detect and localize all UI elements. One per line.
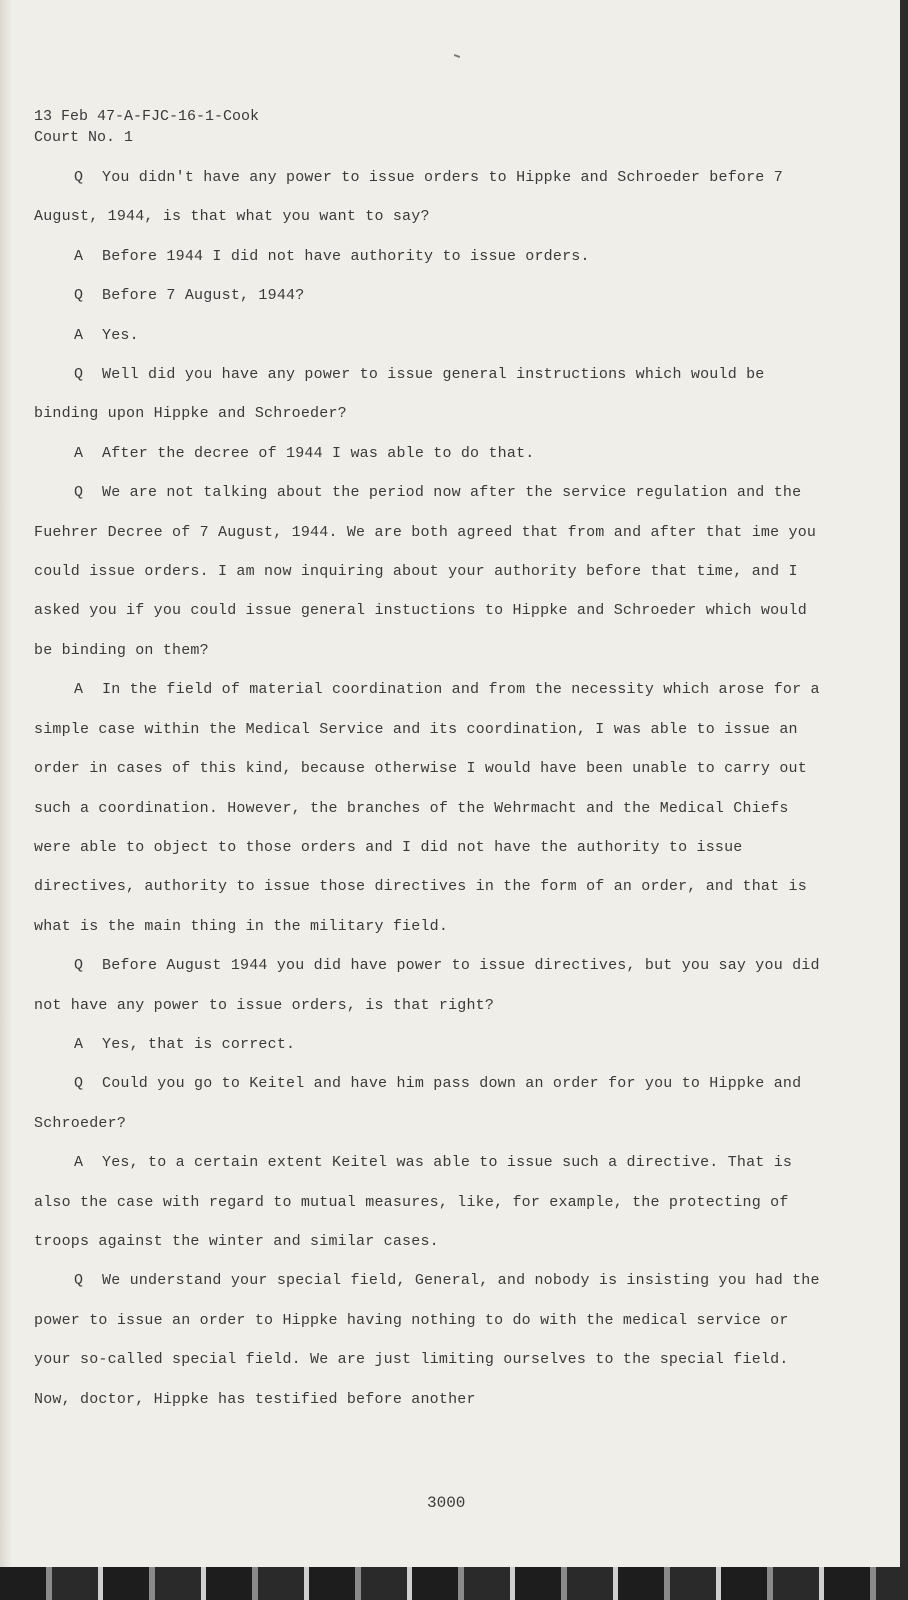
speaker-marker: Q bbox=[74, 287, 84, 305]
transcript-paragraph bbox=[34, 1143, 824, 1261]
page-left-edge bbox=[0, 0, 12, 1567]
paragraph-text: Well did you have any power to issue general instructions which would be binding upon Hippke and Schroeder? bbox=[34, 366, 765, 423]
transcript-paragraph bbox=[34, 1064, 824, 1143]
speaker-marker: A bbox=[74, 1035, 84, 1053]
paragraph-text: Yes. bbox=[102, 326, 139, 344]
transcript-paragraph bbox=[34, 473, 824, 670]
transcript-paragraph bbox=[34, 276, 824, 315]
paragraph-text: We understand your special field, General, and nobody is insisting you had the power to issue an order to Hippke having nothing to do with the medical service or your so-called special field. We are just limiting ourselves to the special field. Now, doctor, Hippke has testified before another bbox=[34, 1272, 820, 1408]
scan-bottom-strip bbox=[0, 1567, 908, 1600]
document-header bbox=[34, 106, 259, 148]
speaker-marker: A bbox=[74, 444, 84, 462]
speaker-marker: Q bbox=[74, 1272, 84, 1290]
transcript-paragraph bbox=[34, 670, 824, 946]
transcript-paragraph bbox=[34, 316, 824, 355]
transcript-paragraph bbox=[34, 355, 824, 434]
page-right-shadow bbox=[900, 0, 908, 1567]
transcript-paragraph bbox=[34, 158, 824, 237]
page-number: 3000 bbox=[427, 1494, 466, 1512]
speaker-marker: Q bbox=[74, 1075, 84, 1093]
speaker-marker: Q bbox=[74, 169, 84, 186]
paragraph-text: Yes, that is correct. bbox=[102, 1035, 296, 1053]
speaker-marker: A bbox=[74, 247, 84, 265]
header-court-number: Court No. 1 bbox=[34, 129, 134, 146]
paragraph-text: Could you go to Keitel and have him pass down an order for you to Hippke and Schroeder? bbox=[34, 1075, 802, 1132]
paragraph-text: Before 1944 I did not have authority to issue orders. bbox=[102, 247, 590, 265]
speaker-marker: A bbox=[74, 1154, 84, 1172]
speaker-marker: Q bbox=[74, 484, 84, 502]
transcript-paragraph bbox=[34, 946, 824, 1025]
paragraph-text: Before August 1944 you did have power to issue directives, but you say you did not have any power to issue orders, is that right? bbox=[34, 957, 820, 1014]
header-case-reference: 13 Feb 47-A-FJC-16-1-Cook bbox=[34, 108, 260, 125]
paragraph-text: We are not talking about the period now after the service regulation and the Fuehrer Decree of 7 August, 1944. We are both agreed that from and after that ime you could issue orders. I am now inquiring about your authority before that time, and I asked you if you could issue general instuctions to Hippke and Schroeder which would be binding on them? bbox=[34, 484, 817, 659]
paragraph-text: After the decree of 1944 I was able to do that. bbox=[102, 444, 535, 462]
transcript-paragraph bbox=[34, 237, 824, 276]
speaker-marker: A bbox=[74, 681, 84, 699]
speaker-marker: Q bbox=[74, 366, 84, 384]
transcript-paragraph bbox=[34, 434, 824, 473]
paragraph-text: Before 7 August, 1944? bbox=[102, 287, 305, 305]
transcript-paragraph bbox=[34, 1261, 824, 1419]
paragraph-text: You didn't have any power to issue orders to Hippke and Schroeder before 7 August, 1944, is that what you want to say? bbox=[34, 169, 783, 226]
speaker-marker: Q bbox=[74, 957, 84, 975]
transcript-paragraph bbox=[34, 1025, 824, 1064]
transcript-body bbox=[34, 158, 824, 1419]
paragraph-text: Yes, to a certain extent Keitel was able to issue such a directive. That is also the case with regard to mutual measures, like, for example, the protecting of troops against the winter and similar cases. bbox=[34, 1154, 793, 1250]
paragraph-text: In the field of material coordination and from the necessity which arose for a simple case within the Medical Service and its coordination, I was able to issue an order in cases of this kind, because otherwise I would have been unable to carry out such a coordination. However, the branches of the Wehrmacht and the Medical Chiefs were able to object to those orders and I did not have the authority to issue directives, authority to issue those directives in the form of an order, and that is what is the main thing in the military field. bbox=[34, 681, 820, 935]
speaker-marker: A bbox=[74, 326, 84, 344]
